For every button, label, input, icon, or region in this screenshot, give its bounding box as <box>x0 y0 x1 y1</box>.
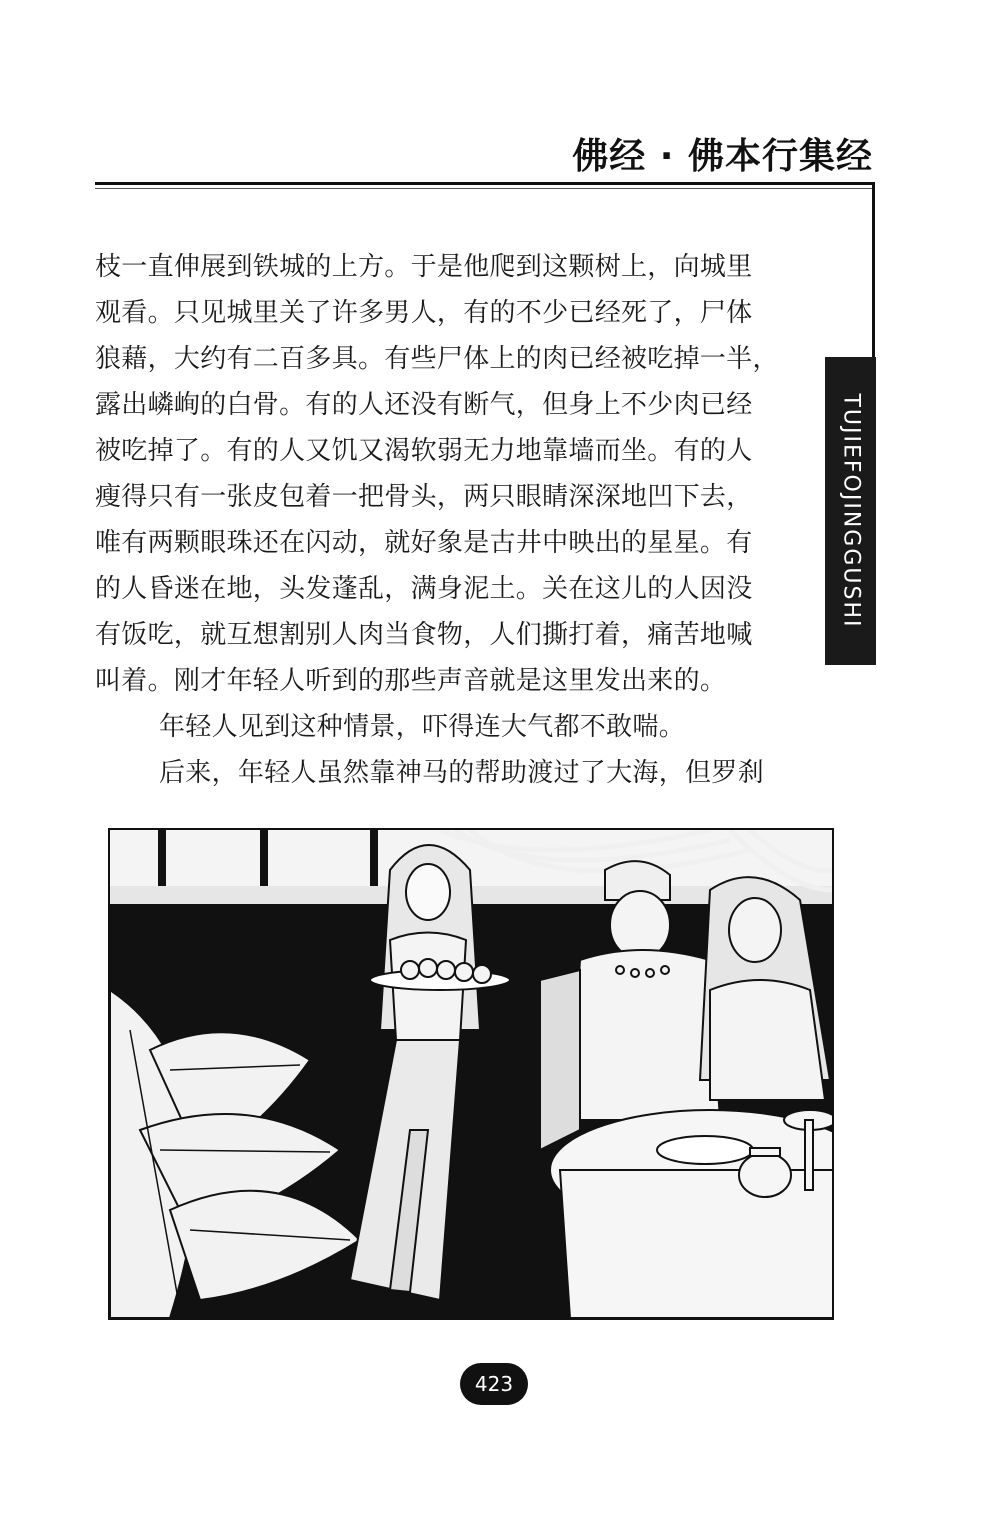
illustration-drawing <box>110 830 832 1318</box>
header-rule <box>95 182 873 185</box>
text-line: 叫着。刚才年轻人听到的那些声音就是这里发出来的。 <box>95 666 727 696</box>
paragraph-3: 后来，年轻人虽然靠神马的帮助渡过了大海，但罗刹 <box>159 758 764 788</box>
text-line: 唯有两颗眼珠还在闪动，就好象是古井中映出的星星。有 <box>95 528 753 558</box>
text-line: 露出嶙峋的白骨。有的人还没有断气，但身上不少肉已经 <box>95 390 753 420</box>
header-rule-thin <box>95 188 873 189</box>
text-line: 瘦得只有一张皮包着一把骨头，两只眼睛深深地凹下去， <box>95 482 753 512</box>
side-border-line <box>872 182 875 357</box>
text-line: 狼藉，大约有二百多具。有些尸体上的肉已经被吃掉一半， <box>95 344 779 374</box>
illustration <box>108 828 834 1320</box>
running-header-title: 佛经 · 佛本行集经 <box>572 136 873 177</box>
text-line: 观看。只见城里关了许多男人，有的不少已经死了，尸体 <box>95 298 753 328</box>
page-number: 423 <box>460 1363 528 1405</box>
text-line: 有饭吃，就互想割别人肉当食物，人们撕打着，痛苦地喊 <box>95 620 753 650</box>
body-text <box>95 244 785 796</box>
text-line: 被吃掉了。有的人又饥又渴软弱无力地靠墙而坐。有的人 <box>95 436 753 466</box>
text-line: 枝一直伸展到铁城的上方。于是他爬到这颗树上，向城里 <box>95 252 753 282</box>
text-line: 的人昏迷在地，头发蓬乱，满身泥土。关在这儿的人因没 <box>95 574 753 604</box>
paragraph-2: 年轻人见到这种情景，吓得连大气都不敢喘。 <box>159 712 686 742</box>
side-tab-label: TUJIEFOJINGGUSHI <box>838 393 863 629</box>
side-section-tab <box>825 357 876 665</box>
